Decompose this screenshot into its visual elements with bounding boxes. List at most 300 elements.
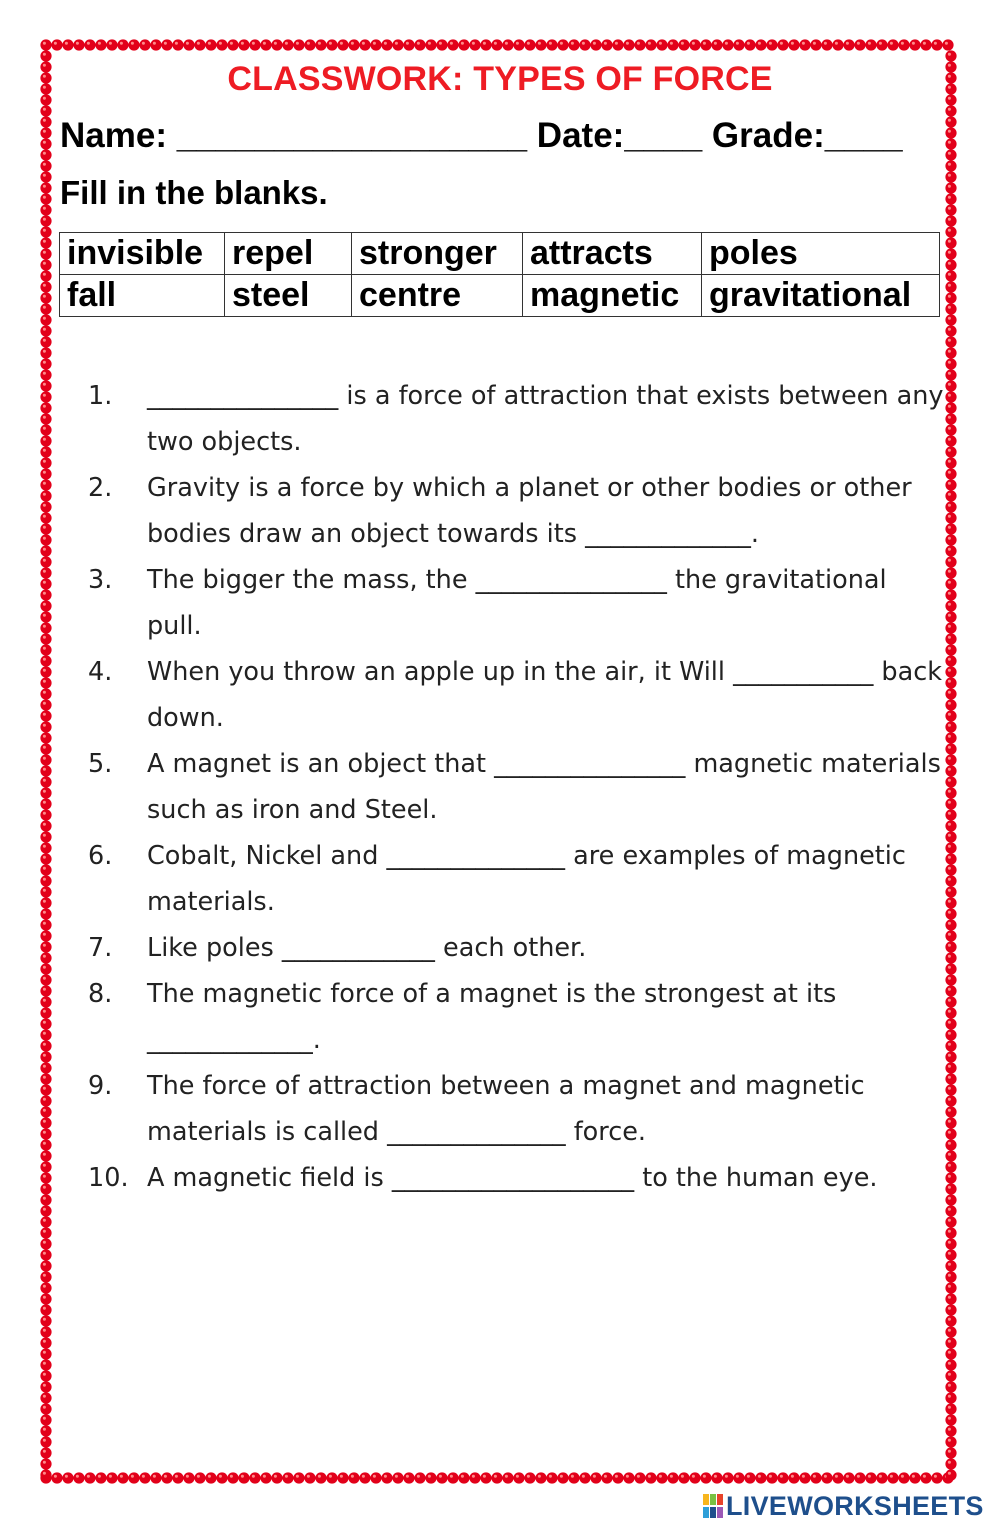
- border-bead: [40, 1139, 51, 1150]
- border-bead: [40, 457, 51, 468]
- border-bead-highlight: [593, 42, 596, 45]
- border-bead-highlight: [948, 702, 951, 705]
- border-bead-highlight: [780, 1475, 783, 1478]
- border-bead-highlight: [43, 834, 46, 837]
- border-bead: [945, 1447, 956, 1458]
- question-item: [88, 649, 951, 741]
- border-bead-highlight: [43, 262, 46, 265]
- border-bead: [590, 39, 601, 50]
- border-bead-highlight: [948, 900, 951, 903]
- border-bead-highlight: [948, 614, 951, 617]
- border-bead-highlight: [560, 42, 563, 45]
- border-bead: [40, 1172, 51, 1183]
- border-bead-highlight: [43, 53, 46, 56]
- border-bead-highlight: [351, 1475, 354, 1478]
- border-bead-highlight: [98, 1475, 101, 1478]
- border-bead-highlight: [948, 1109, 951, 1112]
- border-bead: [502, 1472, 513, 1483]
- border-bead-highlight: [43, 416, 46, 419]
- border-bead: [381, 1472, 392, 1483]
- border-bead-highlight: [948, 207, 951, 210]
- border-bead: [40, 226, 51, 237]
- border-bead-highlight: [43, 218, 46, 221]
- question-item: [88, 557, 948, 649]
- question-number: 1.: [88, 381, 113, 411]
- border-bead: [40, 897, 51, 908]
- word-bank-cell: poles: [702, 233, 940, 275]
- border-bead-highlight: [43, 1351, 46, 1354]
- border-bead-highlight: [230, 42, 233, 45]
- border-bead: [40, 864, 51, 875]
- border-bead: [945, 1227, 956, 1238]
- border-bead: [945, 1436, 956, 1447]
- border-bead-highlight: [948, 977, 951, 980]
- border-bead-highlight: [43, 691, 46, 694]
- border-bead-highlight: [948, 185, 951, 188]
- border-bead: [40, 369, 51, 380]
- question-number: 10.: [88, 1163, 129, 1193]
- border-bead: [502, 39, 513, 50]
- border-bead-highlight: [538, 42, 541, 45]
- border-bead: [40, 171, 51, 182]
- border-bead-highlight: [890, 42, 893, 45]
- border-bead-highlight: [538, 1475, 541, 1478]
- border-bead: [194, 39, 205, 50]
- border-bead: [40, 644, 51, 655]
- border-bead-highlight: [758, 42, 761, 45]
- border-bead: [403, 39, 414, 50]
- border-bead-highlight: [43, 603, 46, 606]
- border-bead-highlight: [43, 119, 46, 122]
- border-bead: [40, 105, 51, 116]
- border-bead-highlight: [43, 1318, 46, 1321]
- border-bead: [40, 556, 51, 567]
- border-bead-highlight: [461, 1475, 464, 1478]
- question-number: 4.: [88, 657, 113, 687]
- question-number: 6.: [88, 841, 113, 871]
- border-bead: [40, 1458, 51, 1469]
- border-bead: [40, 160, 51, 171]
- border-bead-highlight: [43, 1461, 46, 1464]
- border-bead-highlight: [43, 1021, 46, 1024]
- border-bead: [40, 138, 51, 149]
- border-bead: [40, 1436, 51, 1447]
- border-bead-highlight: [54, 1475, 57, 1478]
- border-bead: [945, 171, 956, 182]
- border-bead: [799, 39, 810, 50]
- border-bead-highlight: [43, 1307, 46, 1310]
- border-bead: [40, 1205, 51, 1216]
- border-bead-highlight: [948, 438, 951, 441]
- border-bead: [945, 204, 956, 215]
- border-bead-highlight: [948, 1329, 951, 1332]
- border-bead-highlight: [219, 42, 222, 45]
- border-bead: [73, 1472, 84, 1483]
- border-bead-highlight: [948, 570, 951, 573]
- border-bead-highlight: [824, 1475, 827, 1478]
- border-bead-highlight: [948, 1461, 951, 1464]
- border-bead-highlight: [362, 42, 365, 45]
- border-bead-highlight: [780, 42, 783, 45]
- border-bead-highlight: [791, 1475, 794, 1478]
- border-bead: [227, 39, 238, 50]
- border-bead-highlight: [948, 262, 951, 265]
- border-bead: [945, 1414, 956, 1425]
- question-item: [88, 741, 948, 833]
- border-bead-highlight: [948, 647, 951, 650]
- border-bead-highlight: [43, 1076, 46, 1079]
- border-bead-highlight: [43, 526, 46, 529]
- border-bead: [945, 127, 956, 138]
- border-bead: [271, 1472, 282, 1483]
- border-bead: [777, 39, 788, 50]
- border-bead-highlight: [868, 42, 871, 45]
- border-bead-highlight: [43, 658, 46, 661]
- border-bead: [722, 39, 733, 50]
- border-bead: [392, 1472, 403, 1483]
- border-bead-highlight: [948, 471, 951, 474]
- border-bead: [945, 1238, 956, 1249]
- border-bead-highlight: [43, 449, 46, 452]
- border-bead-highlight: [948, 328, 951, 331]
- border-bead-highlight: [43, 944, 46, 947]
- border-bead: [945, 1348, 956, 1359]
- border-bead: [95, 1472, 106, 1483]
- border-bead: [40, 314, 51, 325]
- border-bead-highlight: [43, 1032, 46, 1035]
- border-bead: [40, 589, 51, 600]
- border-bead-highlight: [43, 141, 46, 144]
- question-item: [88, 1063, 948, 1155]
- border-bead: [436, 39, 447, 50]
- border-bead-highlight: [208, 42, 211, 45]
- border-bead: [40, 1238, 51, 1249]
- border-bead: [458, 39, 469, 50]
- border-bead-highlight: [670, 42, 673, 45]
- border-bead: [40, 1293, 51, 1304]
- border-bead-highlight: [948, 1098, 951, 1101]
- border-bead: [337, 1472, 348, 1483]
- border-bead: [40, 215, 51, 226]
- border-bead-highlight: [714, 42, 717, 45]
- border-bead-highlight: [43, 878, 46, 881]
- question-list: [88, 373, 952, 1201]
- border-bead-highlight: [948, 1318, 951, 1321]
- border-bead: [579, 1472, 590, 1483]
- border-bead: [568, 39, 579, 50]
- border-bead-highlight: [131, 1475, 134, 1478]
- border-bead: [293, 1472, 304, 1483]
- border-bead: [40, 281, 51, 292]
- border-bead-highlight: [43, 1131, 46, 1134]
- border-bead-highlight: [948, 559, 951, 562]
- border-bead-highlight: [43, 405, 46, 408]
- border-bead-highlight: [948, 218, 951, 221]
- border-bead: [40, 347, 51, 358]
- liveworksheets-logo[interactable]: [702, 1489, 984, 1523]
- border-bead: [40, 435, 51, 446]
- border-bead: [40, 402, 51, 413]
- border-bead-highlight: [43, 702, 46, 705]
- border-bead: [458, 1472, 469, 1483]
- border-bead-highlight: [516, 42, 519, 45]
- border-bead: [945, 1304, 956, 1315]
- border-bead-highlight: [98, 42, 101, 45]
- border-bead-highlight: [948, 834, 951, 837]
- border-bead-highlight: [43, 867, 46, 870]
- border-bead: [898, 39, 909, 50]
- border-bead: [546, 1472, 557, 1483]
- question-text: A magnetic field is ___________________ to the human eye.: [147, 1163, 878, 1193]
- border-bead-highlight: [296, 1475, 299, 1478]
- border-bead-highlight: [703, 42, 706, 45]
- question-text: _______________ is a force of attraction that exists between any two objects.: [147, 381, 952, 457]
- border-bead-highlight: [948, 449, 951, 452]
- border-bead-highlight: [109, 1475, 112, 1478]
- border-bead: [40, 336, 51, 347]
- border-bead-highlight: [43, 977, 46, 980]
- border-bead: [821, 1472, 832, 1483]
- border-bead-highlight: [43, 229, 46, 232]
- border-bead: [535, 1472, 546, 1483]
- border-bead: [700, 1472, 711, 1483]
- border-bead-highlight: [923, 1475, 926, 1478]
- border-bead: [172, 39, 183, 50]
- border-bead: [678, 1472, 689, 1483]
- border-bead-highlight: [692, 1475, 695, 1478]
- border-bead-highlight: [43, 1252, 46, 1255]
- question-item: [88, 833, 948, 925]
- border-bead: [40, 622, 51, 633]
- border-bead: [249, 1472, 260, 1483]
- border-bead: [40, 886, 51, 897]
- border-bead-highlight: [43, 680, 46, 683]
- border-bead: [51, 39, 62, 50]
- border-bead-highlight: [948, 504, 951, 507]
- border-bead: [40, 259, 51, 270]
- border-bead: [513, 1472, 524, 1483]
- border-bead-highlight: [43, 1450, 46, 1453]
- word-bank-cell: repel: [225, 233, 352, 275]
- question-item: [88, 1155, 948, 1201]
- border-bead: [945, 314, 956, 325]
- border-bead-highlight: [945, 42, 948, 45]
- border-bead: [73, 39, 84, 50]
- question-number: 8.: [88, 979, 113, 1009]
- border-bead: [40, 512, 51, 523]
- border-bead: [480, 39, 491, 50]
- border-bead: [612, 1472, 623, 1483]
- border-bead-highlight: [948, 812, 951, 815]
- border-bead: [183, 1472, 194, 1483]
- border-bead: [40, 677, 51, 688]
- border-bead: [945, 248, 956, 259]
- border-bead-highlight: [948, 1395, 951, 1398]
- border-bead-highlight: [186, 42, 189, 45]
- border-bead-highlight: [43, 185, 46, 188]
- border-bead-highlight: [948, 1296, 951, 1299]
- border-bead-highlight: [948, 196, 951, 199]
- border-bead-highlight: [43, 1010, 46, 1013]
- border-bead: [40, 776, 51, 787]
- border-bead-highlight: [948, 174, 951, 177]
- border-bead-highlight: [43, 1373, 46, 1376]
- border-bead-highlight: [197, 1475, 200, 1478]
- border-bead-highlight: [43, 955, 46, 958]
- border-bead-highlight: [384, 42, 387, 45]
- border-bead: [945, 347, 956, 358]
- border-bead-highlight: [43, 988, 46, 991]
- border-bead-highlight: [76, 42, 79, 45]
- border-bead: [40, 446, 51, 457]
- border-bead-highlight: [197, 42, 200, 45]
- border-bead: [40, 1304, 51, 1315]
- border-bead: [40, 501, 51, 512]
- border-bead: [945, 237, 956, 248]
- border-bead-highlight: [43, 427, 46, 430]
- border-bead-highlight: [549, 1475, 552, 1478]
- word-bank-cell: attracts: [523, 233, 702, 275]
- border-bead: [909, 39, 920, 50]
- border-bead: [945, 358, 956, 369]
- border-bead-highlight: [505, 1475, 508, 1478]
- border-bead-highlight: [43, 1087, 46, 1090]
- border-bead-highlight: [373, 42, 376, 45]
- border-bead-highlight: [43, 1120, 46, 1123]
- border-bead: [945, 1326, 956, 1337]
- border-bead-highlight: [43, 614, 46, 617]
- border-bead-highlight: [43, 856, 46, 859]
- border-bead-highlight: [439, 42, 442, 45]
- border-bead-highlight: [43, 768, 46, 771]
- border-bead-highlight: [43, 328, 46, 331]
- border-bead: [282, 1472, 293, 1483]
- border-bead: [40, 1161, 51, 1172]
- border-bead: [920, 1472, 931, 1483]
- border-bead-highlight: [43, 570, 46, 573]
- border-bead: [40, 1106, 51, 1117]
- border-bead: [799, 1472, 810, 1483]
- border-bead: [945, 1205, 956, 1216]
- border-bead: [40, 204, 51, 215]
- border-bead: [392, 39, 403, 50]
- border-bead: [40, 39, 51, 50]
- border-bead-highlight: [43, 515, 46, 518]
- border-bead: [139, 1472, 150, 1483]
- border-bead-highlight: [879, 42, 882, 45]
- word-bank-cell: gravitational: [702, 275, 940, 317]
- border-bead-highlight: [120, 42, 123, 45]
- border-bead-highlight: [571, 42, 574, 45]
- border-bead: [40, 1469, 51, 1480]
- border-bead: [945, 303, 956, 314]
- border-bead-highlight: [87, 42, 90, 45]
- border-bead-highlight: [43, 812, 46, 815]
- border-bead-highlight: [527, 42, 530, 45]
- border-bead-highlight: [703, 1475, 706, 1478]
- border-bead-highlight: [901, 42, 904, 45]
- border-bead: [40, 1216, 51, 1227]
- border-bead-highlight: [813, 1475, 816, 1478]
- border-bead-highlight: [948, 1120, 951, 1123]
- border-bead-highlight: [948, 1043, 951, 1046]
- border-bead: [40, 1381, 51, 1392]
- border-bead: [40, 149, 51, 160]
- border-bead-highlight: [948, 317, 951, 320]
- border-bead: [117, 39, 128, 50]
- question-item: [88, 465, 948, 557]
- border-bead: [623, 39, 634, 50]
- border-bead-highlight: [948, 1406, 951, 1409]
- border-bead-highlight: [164, 42, 167, 45]
- border-bead: [524, 39, 535, 50]
- border-bead-highlight: [43, 1417, 46, 1420]
- question-number: 2.: [88, 473, 113, 503]
- border-bead: [945, 1370, 956, 1381]
- border-bead-highlight: [948, 1450, 951, 1453]
- border-bead-highlight: [186, 1475, 189, 1478]
- border-bead: [40, 1403, 51, 1414]
- border-bead: [945, 160, 956, 171]
- border-bead-highlight: [948, 1439, 951, 1442]
- border-bead-highlight: [263, 42, 266, 45]
- border-bead: [436, 1472, 447, 1483]
- border-bead: [945, 1271, 956, 1282]
- liveworksheets-logo-icon: [702, 1492, 724, 1520]
- border-bead: [40, 974, 51, 985]
- border-bead-highlight: [109, 42, 112, 45]
- border-bead: [40, 1018, 51, 1029]
- border-bead-highlight: [43, 361, 46, 364]
- border-bead-highlight: [934, 1475, 937, 1478]
- border-bead: [942, 39, 953, 50]
- border-bead-highlight: [142, 42, 145, 45]
- border-bead: [766, 1472, 777, 1483]
- border-bead-highlight: [43, 1384, 46, 1387]
- border-bead-highlight: [948, 251, 951, 254]
- border-bead-highlight: [681, 42, 684, 45]
- border-bead-highlight: [428, 42, 431, 45]
- border-bead: [733, 39, 744, 50]
- border-bead-highlight: [43, 196, 46, 199]
- border-bead-highlight: [43, 790, 46, 793]
- border-bead-highlight: [43, 1263, 46, 1266]
- border-bead-highlight: [857, 1475, 860, 1478]
- border-bead-highlight: [948, 515, 951, 518]
- question-number: 5.: [88, 749, 113, 779]
- border-bead-highlight: [43, 779, 46, 782]
- border-bead-highlight: [87, 1475, 90, 1478]
- border-bead: [304, 39, 315, 50]
- name-date-grade-line: Name: __________________ Date:____ Grade:____: [60, 116, 903, 155]
- border-bead: [854, 39, 865, 50]
- border-bead: [40, 1359, 51, 1370]
- border-bead-highlight: [43, 559, 46, 562]
- border-bead: [945, 1381, 956, 1392]
- border-bead-highlight: [948, 988, 951, 991]
- border-bead-highlight: [948, 152, 951, 155]
- border-bead-highlight: [43, 460, 46, 463]
- border-bead: [821, 39, 832, 50]
- border-bead: [832, 1472, 843, 1483]
- border-bead-highlight: [241, 1475, 244, 1478]
- border-bead-highlight: [948, 735, 951, 738]
- border-bead: [84, 39, 95, 50]
- border-bead-highlight: [43, 1340, 46, 1343]
- border-bead: [40, 1425, 51, 1436]
- border-bead: [260, 1472, 271, 1483]
- border-bead-highlight: [43, 152, 46, 155]
